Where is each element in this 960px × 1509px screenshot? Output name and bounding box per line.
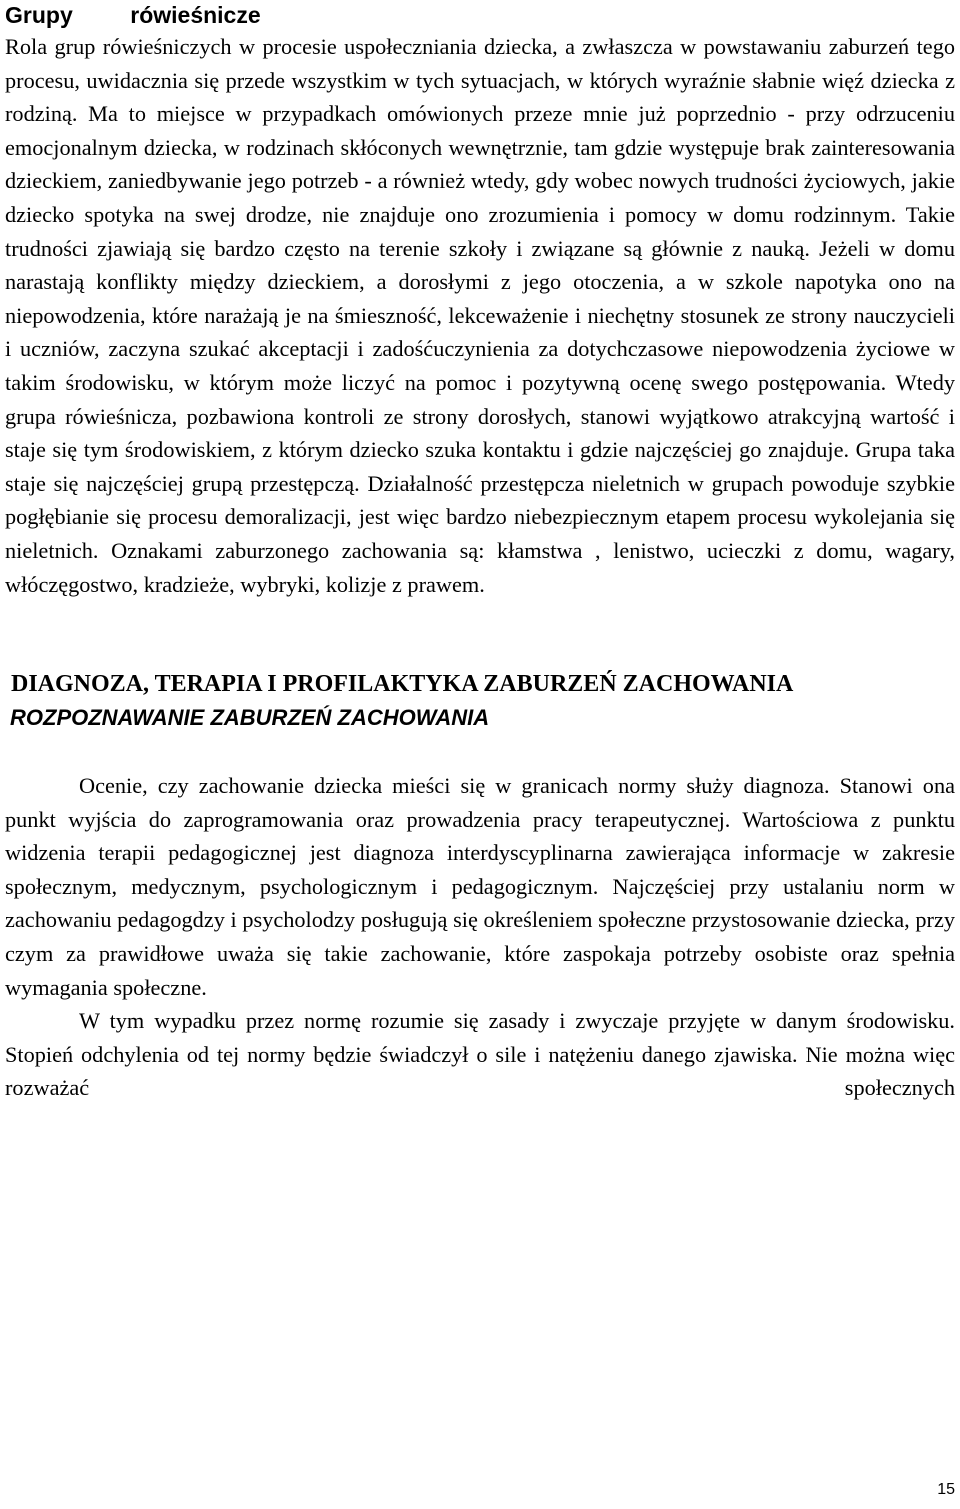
page-number: 15 xyxy=(937,1481,955,1498)
paragraph-diagnosis-2: W tym wypadku przez normę rozumie się zasady i zwyczaje przyjęte w danym środowisku. Stopień odchylenia od tej normy będzie świadczył o sile i natężeniu danego zjawiska. Nie można więc rozważać społecznych xyxy=(5,1008,955,1101)
section-title-peer-groups: Grupy rówieśnicze xyxy=(5,2,261,28)
spacer xyxy=(5,735,955,769)
paragraph-diagnosis-1: Ocenie, czy zachowanie dziecka mieści się w granicach normy służy diagnoza. Stanowi ona punkt wyjścia do zaprogramowania oraz prowadzenia pracy terapeutycznej. Wartościowa z punktu widzenia terapii pedagogicznej jest diagnoza interdyscyplinarna zawierająca informacje w zakresie społecznym, medycznym, psychologicznym i pedagogicznym. Najczęściej przy ustalaniu norm w zachowaniu pedagogdzy i psycholodzy posługują się określeniem społeczne przystosowanie dziecka, przy czym za prawidłowe uważa się takie zachowanie, które zaspokaja potrzeby osobiste oraz spełnia wymagania społeczne. xyxy=(5,773,955,1000)
paragraph-peer-groups: Rola grup rówieśniczych w procesie uspołeczniania dziecka, a zwłaszcza w powstawaniu zaburzeń tego procesu, uwidacznia się przede wszystkim w tych sytuacjach, w których wyraźnie słabnie więź dziecka z rodziną. Ma to miejsce w przypadkach omówionych przeze mnie już poprzednio - przy odrzuceniu emocjonalnym dziecka, w rodzinach skłóconych wewnętrznie, tam gdzie występuje brak zainteresowania dzieckiem, zaniedbywanie jego potrzeb - a również wtedy, gdy wobec nowych trudności życiowych, jakie dziecko spotyka na swej drodze, nie znajduje ono zrozumienia i pomocy w domu rodzinnym. Takie trudności zjawiają się bardzo często na terenie szkoły i związane są głównie z nauką. Jeżeli w domu narastają konflikty między dzieckiem, a dorosłymi z jego otoczenia, a w szkole napotyka ono na niepowodzenia, które narażają je na śmieszność, lekceważenie i niechętny stosunek ze strony nauczycieli i uczniów, zaczyna szukać akceptacji i zadośćuczynienia za dotychczasowe niepowodzenia życiowe w takim środowisku, w którym może liczyć na pomoc i pozytywną ocenę swego postępowania. Wtedy grupa rówieśnicza, pozbawiona kontroli ze strony dorosłych, stanowi wyjątkowo atrakcyjną wartość i staje się tym środowiskiem, z którym dziecko szuka kontaktu i gdzie najczęściej go znajduje. Grupa taka staje się najczęściej grupą przestępczą. Działalność przestępcza nieletnich w grupach powoduje szybkie pogłębianie się procesu demoralizacji, jest więc bardzo niebezpiecznym etapem procesu wykolejania się nieletnich. Oznakami zaburzonego zachowania są: kłamstwa , lenistwo, ucieczki z domu, wagary, włóczęgostwo, kradzieże, wybryki, kolizje z prawem. xyxy=(5,34,955,597)
spacer xyxy=(5,601,955,668)
heading-diagnosis-therapy xyxy=(5,668,955,701)
document-page xyxy=(5,0,955,1509)
subheading-recognition: ROZPOZNAWANIE ZABURZEŃ ZACHOWANIA xyxy=(10,705,490,731)
heading-diagnosis-therapy-text: DIAGNOZA, TERAPIA I PROFILAKTYKA ZABURZEŃ ZACHOWANIA xyxy=(11,671,794,698)
